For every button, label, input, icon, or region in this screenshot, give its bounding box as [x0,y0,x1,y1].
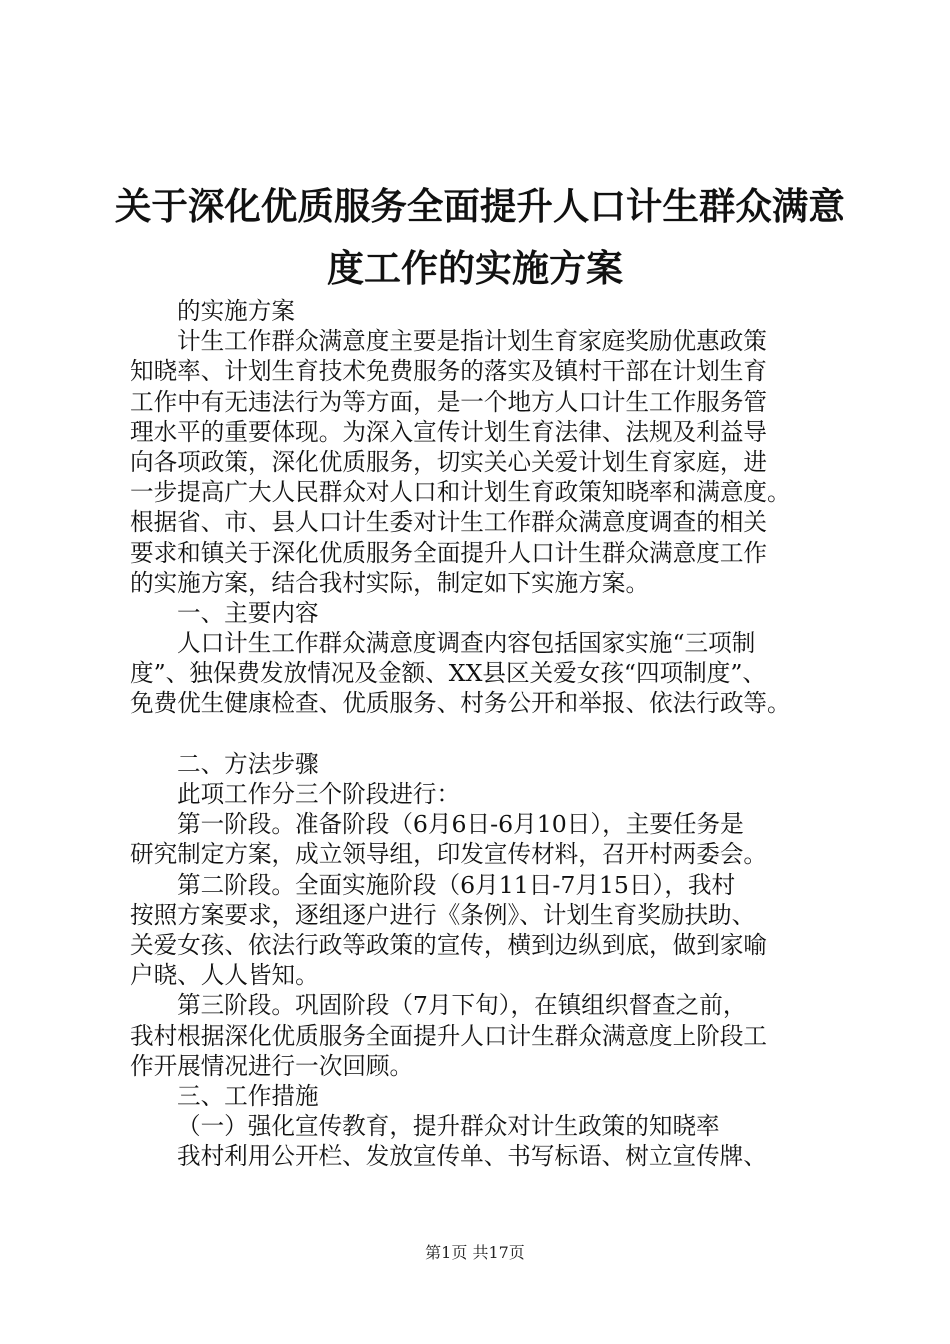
body-line: 根据省、市、县人口计生委对计生工作群众满意度调查的相关 [130,508,768,537]
body-line: 一步提高广大人民群众对人口和计划生育政策知晓率和满意度。 [130,478,791,507]
body-line: 度”、独保费发放情况及金额、XX县区关爱女孩“四项制度”、 [130,659,767,688]
body-line: 作开展情况进行一次回顾。 [130,1051,414,1080]
document-title-line-2: 度工作的实施方案 [327,246,623,290]
body-line: 理水平的重要体现。为深入宣传计划生育法律、法规及利益导 [130,417,768,446]
body-line [130,719,830,749]
body-line: 第三阶段。巩固阶段（7月下旬），在镇组织督查之前， [177,991,747,1020]
body-line: 的实施方案，结合我村实际，制定如下实施方案。 [130,568,650,597]
body-line: 二、方法步骤 [177,749,319,778]
body-line: （一）强化宣传教育，提升群众对计生政策的知晓率 [177,1112,720,1141]
body-line: 工作中有无违法行为等方面，是一个地方人口计生工作服务管 [130,387,768,416]
body-line: 的实施方案 [177,297,295,325]
body-line: 第一阶段。准备阶段（6月6日-6月10日），主要任务是 [177,810,744,839]
body-line: 一、主要内容 [177,598,319,627]
body-line: 第二阶段。全面实施阶段（6月11日-7月15日），我村 [177,870,736,899]
body-line: 按照方案要求，逐组逐户进行《条例》、计划生育奖励扶助、 [130,900,756,929]
body-line: 三、工作措施 [177,1081,319,1110]
document-body [130,296,830,1171]
body-line: 户晓、人人皆知。 [130,961,319,990]
body-line: 人口计生工作群众满意度调查内容包括国家实施“三项制 [177,629,756,658]
page-footer: 第1页 共17页 [425,1243,525,1262]
body-line: 此项工作分三个阶段进行： [177,780,461,808]
body-line: 知晓率、计划生育技术免费服务的落实及镇村干部在计划生育 [130,357,768,386]
body-line: 我村根据深化优质服务全面提升人口计生群众满意度上阶段工 [130,1021,768,1050]
body-line: 研究制定方案，成立领导组，印发宣传材料，召开村两委会。 [130,840,768,869]
body-line: 要求和镇关于深化优质服务全面提升人口计生群众满意度工作 [130,538,768,567]
document-title-line-1: 关于深化优质服务全面提升人口计生群众满意 [114,184,845,228]
body-line: 我村利用公开栏、发放宣传单、书写标语、树立宣传牌、 [177,1142,767,1171]
body-line: 关爱女孩、依法行政等政策的宣传，横到边纵到底，做到家喻 [130,930,768,959]
body-line: 免费优生健康检查、优质服务、村务公开和举报、依法行政等。 [130,689,791,718]
body-line: 计生工作群众满意度主要是指计划生育家庭奖励优惠政策 [177,327,767,356]
body-line: 向各项政策，深化优质服务，切实关心关爱计划生育家庭，进 [130,447,768,476]
